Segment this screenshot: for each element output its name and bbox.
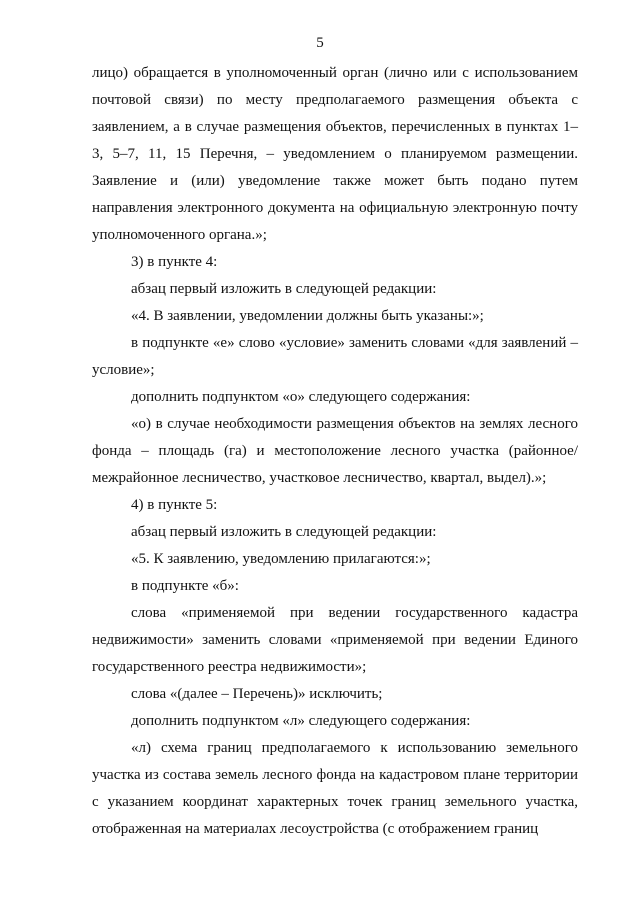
- paragraph: дополнить подпунктом «о» следующего содержания:: [131, 389, 471, 405]
- paragraph: в подпункте «б»:: [131, 578, 239, 594]
- paragraph: абзац первый изложить в следующей редакции:: [131, 524, 437, 540]
- paragraph: в подпункте «е» слово «условие» заменить словами «для заявлений – условие»;: [92, 335, 578, 378]
- paragraph: 4) в пункте 5:: [131, 497, 218, 513]
- paragraph: «5. К заявлению, уведомлению прилагаются:»;: [131, 551, 431, 567]
- paragraph: «о) в случае необходимости размещения объектов на землях лесного фонда – площадь (га) и местоположение лесного участка (районное/межрайонное лесничество, участковое лесничество, квартал, выдел).»;: [92, 416, 578, 486]
- paragraph: абзац первый изложить в следующей редакции:: [131, 281, 437, 297]
- paragraph: дополнить подпунктом «л» следующего содержания:: [131, 713, 471, 729]
- paragraph: слова «применяемой при ведении государственного кадастра недвижимости» заменить словами «применяемой при ведении Единого государственного реестра недвижимости»;: [92, 605, 578, 675]
- document-body: [92, 60, 578, 843]
- paragraph: лицо) обращается в уполномоченный орган (лично или с использованием почтовой связи) по месту предполагаемого размещения объекта с заявлением, а в случае размещения объектов, перечисленных в пунктах 1–3, 5–7, 11, 15 Перечня, – уведомлением о планируемом размещении. Заявление и (или) уведомление также может быть подано путем направления электронного документа на официальную электронную почту уполномоченного органа.»;: [92, 65, 578, 243]
- paragraph: слова «(далее – Перечень)» исключить;: [131, 686, 383, 702]
- page-number: 5: [316, 35, 324, 51]
- paragraph: 3) в пункте 4:: [131, 254, 218, 270]
- paragraph: «4. В заявлении, уведомлении должны быть указаны:»;: [131, 308, 484, 324]
- paragraph: «л) схема границ предполагаемого к использованию земельного участка из состава земель лесного фонда на кадастровом плане территории с указанием координат характерных точек границ земельного участка, отображенная на материалах лесоустройства (с отображением границ: [92, 740, 578, 837]
